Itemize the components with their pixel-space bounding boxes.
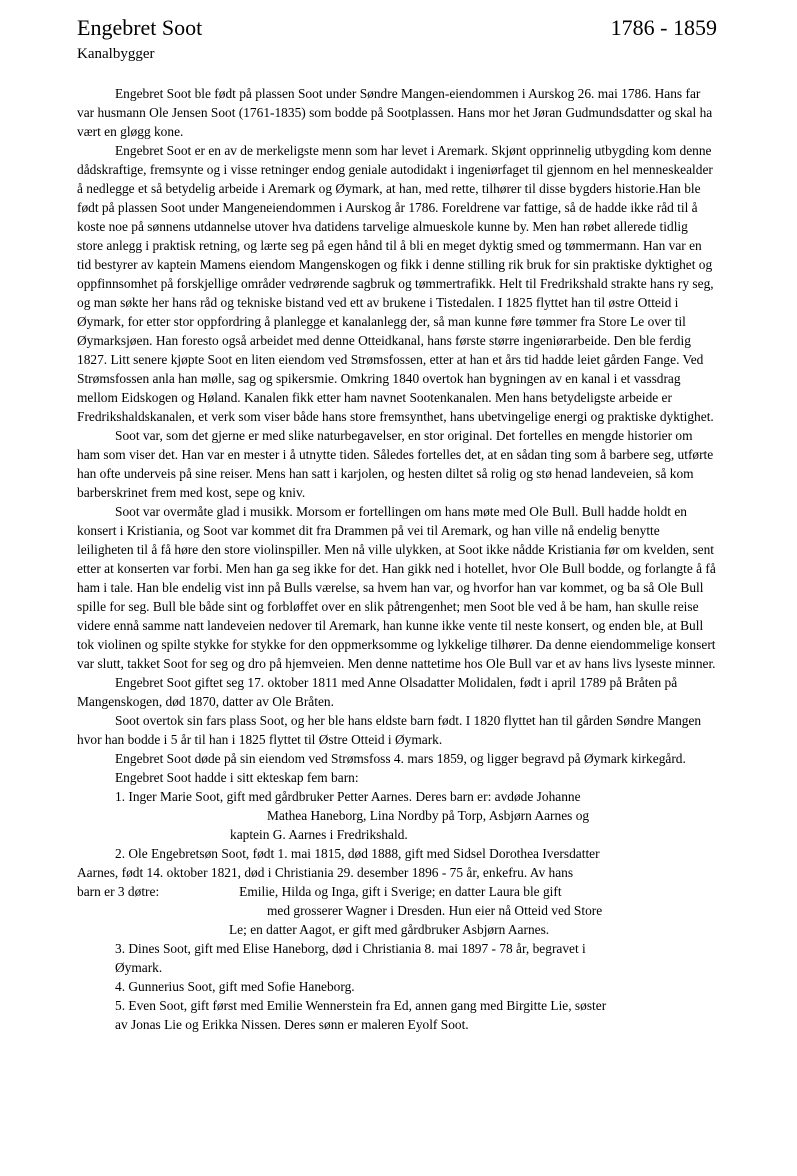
- page-title: Engebret Soot: [77, 15, 203, 40]
- list-item-line: 3. Dines Soot, gift med Elise Haneborg, død i Christiania 8. mai 1897 - 78 år, begravet i: [115, 941, 586, 956]
- list-item: [77, 844, 717, 939]
- paragraph: Engebret Soot giftet seg 17. oktober 1811 med Anne Olsadatter Molidalen, født i april 1789 på Bråten på Mangenskogen, død 1870, datter av Ole Bråten.: [77, 675, 678, 709]
- children-list: [77, 787, 717, 1034]
- list-item-line: Aarnes, født 14. oktober 1821, død i Christiania 29. desember 1896 - 75 år, enkefru. Av hans: [77, 865, 574, 880]
- paragraph: Engebret Soot hadde i sitt ekteskap fem barn:: [115, 770, 359, 785]
- life-years: 1786 - 1859: [610, 15, 717, 40]
- list-item-line: 5. Even Soot, gift først med Emilie Wennerstein fra Ed, annen gang med Birgitte Lie, søster: [115, 998, 607, 1013]
- list-item-line: 1. Inger Marie Soot, gift med gårdbruker Petter Aarnes. Deres barn er: avdøde Johanne: [115, 789, 581, 804]
- paragraph: Engebret Soot døde på sin eiendom ved Strømsfoss 4. mars 1859, og ligger begravd på Øymark kirkegård.: [115, 751, 686, 766]
- list-item-line: [77, 882, 717, 901]
- paragraph: Soot overtok sin fars plass Soot, og her ble hans eldste barn født. I 1820 flyttet han til gården Søndre Mangen hvor han bodde i 5 år til han i 1825 flyttet til Østre Otteid i Øymark.: [77, 713, 702, 747]
- list-item-line: av Jonas Lie og Erikka Nissen. Deres sønn er maleren Eyolf Soot.: [115, 1017, 469, 1032]
- list-item-line: Mathea Haneborg, Lina Nordby på Torp, Asbjørn Aarnes og: [267, 808, 590, 823]
- list-item: [77, 996, 717, 1034]
- list-item-line: kaptein G. Aarnes i Fredrikshald.: [230, 827, 408, 842]
- paragraph: Engebret Soot er en av de merkeligste menn som har levet i Aremark. Skjønt opprinnelig utbygding kom denne dådskraftige, fremsynte og i visse retninger endog geniale autodidakt i ingeniørfaget til gjennom en hel menneskealder å nedlegge et så betydelig arbeide i Aremark og Øymark, at han, med rette, tilhører til disse bygders historie.Han ble født på plassen Soot under Mangeneiendommen i Aurskog år 1786. Foreldrene var fattige, så de hadde ikke råd til å koste noe på sønnens utdannelse utover hva datidens tarvelige almueskole kunne by. Men han røbet allerede tidlig store anlegg i praktisk retning, og lærte seg på egen hånd til å bli en meget dyktig smed og tømmermann. Han var en tid bestyrer av kaptein Mamens eiendom Mangenskogen og fikk i denne stilling rik bruk for sin praktiske dyktighet og oppfinnsomhet på forskjellige områder vedrørende sagbruk og tømmertrafikk. Helt til Fredrikshald strakte hans ry seg, og man søkte her hans råd og tekniske bistand ved ett av brukene i Tistedalen. I 1825 flyttet han til østre Otteid i Øymark, for etter stor oppfordring å planlegge et kanalanlegg der, så man kunne føre tømmer fra Store Le over til Øymarksjøen. Han foresto også arbeidet med denne Otteidkanal, hans første større ingeniørarbeide. Den ble ferdig 1827. Litt senere kjøpte Soot en liten eiendom ved Strømsfossen, etter at han et års tid hadde leiet gården Fange. Ved Strømsfossen anla han mølle, sag og spikersmie. Omkring 1840 overtok han bygningen av en kanal i et vassdrag mellom Eidskogen og Høland. Kanalen fikk etter ham navnet Sootenkanalen. Men hans betydeligste arbeide er Fredrikshaldskanalen, et verk som viser både hans store fremsynthet, hans ubetvingelige energi og praktiske dyktighet.: [77, 143, 714, 424]
- list-item-line: med grosserer Wagner i Dresden. Hun eier nå Otteid ved Store: [267, 903, 603, 918]
- document-body: [77, 84, 717, 787]
- list-item-line: Le; en datter Aagot, er gift med gårdbruker Asbjørn Aarnes.: [229, 922, 550, 937]
- page-subtitle: Kanalbygger: [77, 46, 155, 62]
- list-item-text: Emilie, Hilda og Inga, gift i Sverige; en datter Laura ble gift: [239, 884, 562, 899]
- list-item-line: 2. Ole Engebretsøn Soot, født 1. mai 1815, død 1888, gift med Sidsel Dorothea Iversdatter: [115, 846, 600, 861]
- list-item: [77, 939, 717, 977]
- paragraph: Soot var overmåte glad i musikk. Morsom er fortellingen om hans møte med Ole Bull. Bull hadde holdt en konsert i Kristiania, og Soot var kommet dit fra Drammen på vei til Aremark, og han ville nå endelig benytte leiligheten til å få høre den store violinspiller. Men nå ville ulykken, at Soot ikke nådde Kristiania før om kvelden, sent etter at konserten var forbi. Men han ga seg ikke for det. Han gikk ned i hotellet, hvor Ole Bull bodde, og forlangte å få ham i tale. Han ble endelig vist inn på Bulls værelse, sa hvem han var, og hvorfor han var kommet, og ba så Ole Bull spille for seg. Bull ble både sint og forbløffet over en slik påtrengenhet; men Soot ble ved å be ham, han skulle reise videre ennå samme natt landeveien nedover til Aremark, han kunne ikke vente til neste konsert, og enden ble, at Bull tok violinen og spilte stykke for stykke for den oppmerksomme og lykkelige tilhører. Da denne eiendommelige konsert var slutt, takket Soot for seg og dro på hjemveien. Men denne nattetime hos Ole Bull var et av hans livs lyseste minner.: [77, 504, 716, 671]
- title-row: [77, 14, 717, 44]
- paragraph: Soot var, som det gjerne er med slike naturbegavelser, en stor original. Det fortelles en mengde historier om ham som viser det. Han var en mester i å utnytte tiden. Således fortelles det, at en sådan ting som å barbere seg, utførte han ofte underveis på sine reiser. Mens han satt i karjolen, og hesten diltet så rolig og stø henad landeveien, så kom barberskrinet frem med kost, sepe og kniv.: [77, 428, 714, 500]
- list-item-line: Øymark.: [115, 960, 163, 975]
- document-page: [77, 14, 717, 1034]
- list-item-text: barn er 3 døtre:: [77, 884, 160, 899]
- list-item: [77, 787, 717, 844]
- list-item: [77, 977, 717, 996]
- paragraph: Engebret Soot ble født på plassen Soot under Søndre Mangen-eiendommen i Aurskog 26. mai 1786. Hans far var husmann Ole Jensen Soot (1761-1835) som bodde på Sootplassen. Hans mor het Jøran Gudmundsdatter og skal ha vært en gløgg kone.: [77, 86, 713, 139]
- list-item-line: 4. Gunnerius Soot, gift med Sofie Haneborg.: [115, 979, 355, 994]
